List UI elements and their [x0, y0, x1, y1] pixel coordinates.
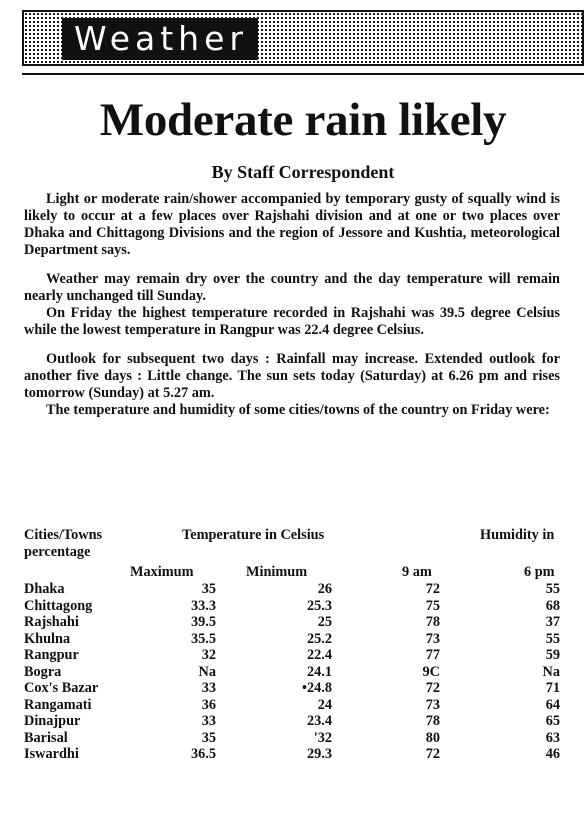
city-name: Bogra [24, 663, 62, 680]
city-name: Rajshahi [24, 614, 79, 630]
paragraph-1: Light or moderate rain/shower accompanied by temporary gusty of squally wind is likely to occur at a few places over Rajshahi division and at one or two places over Dhaka and Chittagong Divisions and the region of Jessore and Kushtia, meteorological Department says. [24, 191, 560, 258]
header-humidity: Humidity in [480, 527, 555, 543]
city-name: Iswardhi [24, 746, 79, 762]
min-temp: '32 [313, 729, 332, 746]
humidity-9am: 72 [425, 680, 440, 696]
humidity-6pm: 63 [545, 729, 560, 746]
min-temp: 24 [317, 696, 332, 713]
humidity-6pm: 59 [545, 647, 560, 663]
table-row [24, 680, 564, 697]
banner-divider [22, 73, 584, 75]
humidity-9am: 9C [422, 663, 440, 680]
header-humidity-cont: percentage [24, 544, 91, 560]
min-temp: 25 [317, 614, 332, 630]
col-maximum: Maximum [130, 564, 194, 580]
city-name: Dhaka [24, 581, 65, 597]
table-row [24, 631, 564, 648]
table-row [24, 647, 564, 664]
max-temp: 35.5 [190, 630, 216, 647]
humidity-6pm: 64 [545, 696, 560, 713]
headline: Moderate rain likely [99, 94, 507, 146]
humidity-9am: 78 [425, 614, 440, 630]
humidity-9am: 75 [425, 597, 440, 614]
max-temp: 39.5 [190, 614, 216, 630]
paragraph-4: Outlook for subsequent two days : Rainfall may increase. Extended outlook for another five days : Little change. The sun sets today (Saturday) at 6.26 pm and rises tomorrow (Sunday) at 5.27 am. [24, 351, 560, 401]
city-name: Rangamati [24, 696, 92, 713]
min-temp: •24.8 [301, 680, 332, 696]
humidity-6pm: 68 [545, 597, 560, 614]
max-temp: 32 [201, 647, 216, 663]
header-temperature: Temperature in Celsius [182, 527, 325, 543]
city-name: Cox's Bazar [24, 680, 99, 696]
section-label: Weather [62, 18, 258, 60]
city-name: Chittagong [24, 597, 93, 614]
city-name: Dinajpur [24, 713, 81, 729]
min-temp: 24.1 [306, 663, 332, 680]
humidity-6pm: 71 [545, 680, 560, 696]
city-name: Rangpur [24, 647, 79, 663]
table-row [24, 614, 564, 631]
table-header [24, 527, 564, 581]
humidity-9am: 72 [425, 581, 440, 597]
header-cities: Cities/Towns [24, 527, 103, 543]
max-temp: Na [198, 663, 216, 680]
max-temp: 33 [201, 713, 216, 729]
humidity-6pm: 46 [545, 746, 560, 762]
max-temp: 36 [201, 696, 216, 713]
paragraph-3: On Friday the highest temperature recorded in Rajshahi was 39.5 degree Celsius while the lowest temperature in Rangpur was 22.4 degree Celsius. [24, 305, 560, 338]
humidity-9am: 73 [425, 696, 440, 713]
humidity-6pm: 55 [545, 581, 560, 597]
humidity-9am: 78 [425, 713, 440, 729]
humidity-9am: 72 [425, 746, 440, 762]
col-9am: 9 am [402, 564, 432, 580]
humidity-6pm: 55 [545, 630, 560, 647]
min-temp: 23.4 [306, 713, 332, 729]
table-row [24, 746, 564, 763]
humidity-6pm: 37 [545, 614, 560, 630]
col-6pm: 6 pm [524, 564, 555, 580]
paragraph-2: Weather may remain dry over the country and the day temperature will remain nearly unchanged till Sunday. [24, 271, 560, 304]
max-temp: 33.3 [190, 597, 216, 614]
humidity-9am: 73 [425, 630, 440, 647]
table-row [24, 730, 564, 747]
table-row [24, 598, 564, 615]
min-temp: 29.3 [306, 746, 332, 762]
humidity-9am: 80 [425, 729, 440, 746]
min-temp: 25.3 [306, 597, 332, 614]
table-row [24, 697, 564, 714]
max-temp: 33 [201, 680, 216, 696]
humidity-6pm: 65 [545, 713, 560, 729]
table-row [24, 664, 564, 681]
city-name: Khulna [24, 630, 71, 647]
section-banner [22, 10, 584, 66]
paragraph-5: The temperature and humidity of some cities/towns of the country on Friday were: [46, 402, 550, 418]
humidity-9am: 77 [425, 647, 440, 663]
col-minimum: Minimum [246, 564, 308, 580]
min-temp: 25.2 [306, 630, 332, 647]
max-temp: 36.5 [190, 746, 216, 762]
humidity-6pm: Na [542, 663, 560, 680]
weather-table [24, 527, 564, 763]
min-temp: 22.4 [306, 647, 332, 663]
min-temp: 26 [317, 581, 332, 597]
table-row [24, 713, 564, 730]
max-temp: 35 [201, 729, 216, 746]
city-name: Barisal [24, 729, 68, 746]
byline: By Staff Correspondent [211, 162, 395, 182]
max-temp: 35 [201, 581, 216, 597]
table-row [24, 581, 564, 598]
article-body [24, 191, 560, 419]
